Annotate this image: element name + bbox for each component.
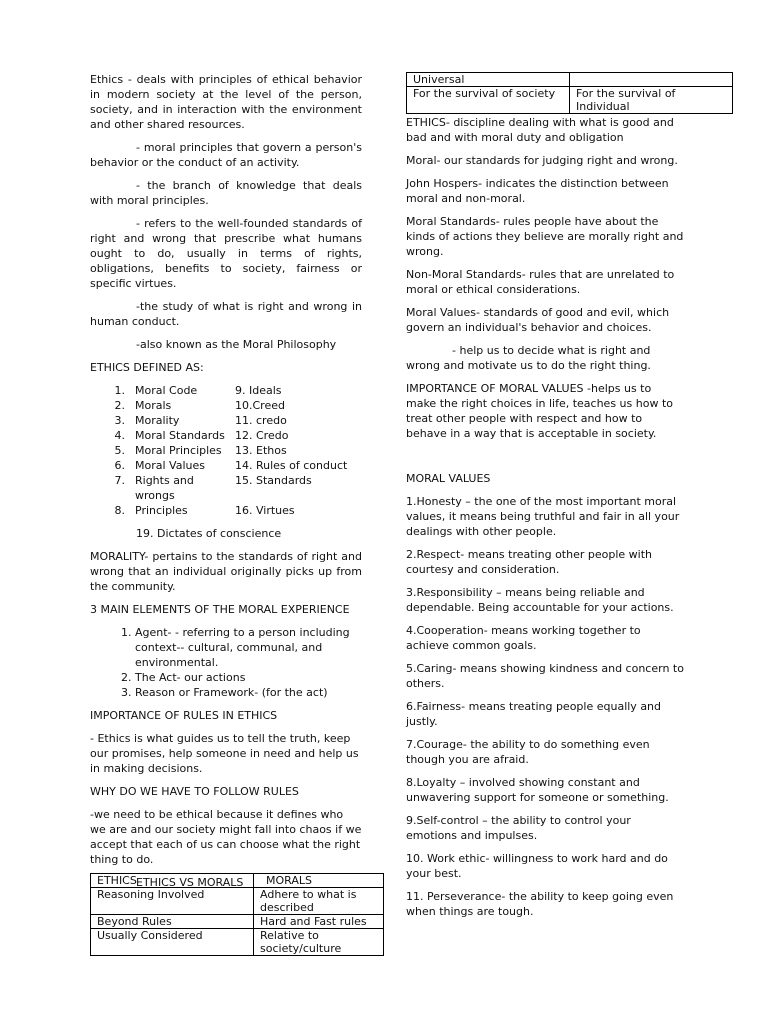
list-item: 6. Moral Values 14. Rules of conduct: [114, 459, 348, 472]
table-cell: Universal: [407, 73, 570, 87]
ethics-discipline: ETHICS- discipline dealing with what is good and bad and with moral duty and obligation: [406, 116, 674, 144]
table-row: [91, 929, 384, 956]
list-item: 4. Moral Standards 12. Credo: [114, 429, 289, 442]
list-item: 3.Responsibility – means being reliable and dependable. Being accountable for your actions.: [406, 586, 674, 614]
rules-heading: IMPORTANCE OF RULES IN ETHICS: [90, 709, 278, 722]
ethics-definition-5: -the study of what is right and wrong in human conduct.: [90, 300, 362, 328]
moral-values-def-2: - help us to decide what is right and wrong and motivate us to do the right thing.: [406, 344, 651, 372]
society-individual-table: [406, 72, 733, 114]
elements-heading: 3 MAIN ELEMENTS OF THE MORAL EXPERIENCE: [90, 603, 350, 616]
list-item: 2.Respect- means treating other people with courtesy and consideration.: [406, 548, 652, 576]
list-item: 7.Courage- the ability to do something even though you are afraid.: [406, 738, 650, 766]
table-cell: Reasoning Involved: [91, 888, 254, 915]
list-item: 8. Principles 16. Virtues: [114, 504, 295, 517]
table-cell: Usually Considered: [91, 929, 254, 956]
follow-heading: WHY DO WE HAVE TO FOLLOW RULES: [90, 785, 299, 798]
right-column: [406, 115, 684, 927]
morality-definition: MORALITY- pertains to the standards of right and wrong that an individual originally picks up from the community.: [90, 550, 362, 593]
values-heading: MORAL VALUES: [406, 472, 491, 485]
list-item: 3. Morality 11. credo: [114, 414, 287, 427]
ethics-vs-morals-table: [90, 873, 384, 956]
table-row: [407, 73, 733, 87]
list-item: 2. Morals 10.Creed: [114, 399, 285, 412]
ethics-definition: Ethics - deals with principles of ethical behavior in modern society at the level of the person, society, and in interaction with the environment and other shared resources.: [90, 73, 362, 131]
table-cell: MORALS: [254, 874, 384, 888]
table-cell: ETHICS: [91, 874, 254, 888]
ethics-definition-3: - the branch of knowledge that deals with moral principles.: [90, 179, 362, 207]
list-item: 3. Reason or Framework- (for the act): [135, 685, 362, 700]
ethics-definition-4: - refers to the well-founded standards of right and wrong that prescribe what humans ought to do, usually in terms of rights, obligations, benefits to society, fairness or specific virtues.: [90, 217, 362, 290]
elements-list: [90, 625, 362, 700]
list-item: 10. Work ethic- willingness to work hard and do your best.: [406, 852, 668, 880]
hospers-text: John Hospers- indicates the distinction between moral and non-moral.: [406, 177, 669, 205]
table-cell: Hard and Fast rules: [254, 915, 384, 929]
list-item: 1. Agent- - referring to a person including context-- cultural, communal, and environmental.: [135, 625, 362, 670]
left-column: [90, 72, 362, 898]
defined-heading: ETHICS DEFINED AS:: [90, 361, 204, 374]
defined-extra: 19. Dictates of conscience: [136, 527, 282, 540]
list-item: 1. Moral Code 9. Ideals: [114, 384, 282, 397]
list-item: 6.Fairness- means treating people equally and justly.: [406, 700, 662, 728]
list-item: 2. The Act- our actions: [135, 670, 362, 685]
table-row: [91, 915, 384, 929]
list-item: 5.Caring- means showing kindness and concern to others.: [406, 662, 684, 690]
table-row: [407, 87, 733, 114]
defined-list: [90, 383, 362, 518]
table-cell: For the survival of society: [407, 87, 570, 114]
list-item: 4.Cooperation- means working together to achieve common goals.: [406, 624, 641, 652]
rules-text: - Ethics is what guides us to tell the truth, keep our promises, help someone in need and help us in making decisions.: [90, 732, 359, 775]
follow-text: -we need to be ethical because it defines who we are and our society might fall into chaos if we accept that each of us can choose what the right thing to do.: [90, 808, 362, 866]
table-cell: Relative to society/culture: [254, 929, 384, 956]
vs-heading: ETHICS VS MORALS: [136, 876, 244, 889]
list-item: 1.Honesty – the one of the most important moral values, it means being truthful and fair in all your dealings with other people.: [406, 495, 680, 538]
table-cell: Adhere to what is described: [254, 888, 384, 915]
importance-moral-values: IMPORTANCE OF MORAL VALUES -helps us to make the right choices in life, teaches us how to treat other people with respect and how to behave in a way that is acceptable in society.: [406, 382, 673, 440]
list-item: 11. Perseverance- the ability to keep going even when things are tough.: [406, 890, 674, 918]
list-item: 8.Loyalty – involved showing constant and unwavering support for someone or something.: [406, 776, 669, 804]
ethics-definition-6: -also known as the Moral Philosophy: [136, 338, 337, 351]
non-moral-standards: Non-Moral Standards- rules that are unrelated to moral or ethical considerations.: [406, 268, 675, 296]
table-cell: [570, 73, 733, 87]
table-cell: Beyond Rules: [91, 915, 254, 929]
table-row: [91, 874, 384, 888]
moral-standards: Moral Standards- rules people have about the kinds of actions they believe are morally right and wrong.: [406, 215, 684, 258]
list-item: 7. Rights and wrongs 15. Standards: [114, 474, 312, 502]
list-item: 9.Self-control – the ability to control your emotions and impulses.: [406, 814, 631, 842]
moral-definition: Moral- our standards for judging right and wrong.: [406, 154, 678, 167]
table-row: [91, 888, 384, 915]
ethics-definition-2: - moral principles that govern a person's behavior or the conduct of an activity.: [90, 141, 362, 169]
moral-values-def: Moral Values- standards of good and evil, which govern an individual's behavior and choices.: [406, 306, 670, 334]
list-item: 5. Moral Principles 13. Ethos: [114, 444, 287, 457]
table-cell: For the survival of Individual: [570, 87, 733, 114]
